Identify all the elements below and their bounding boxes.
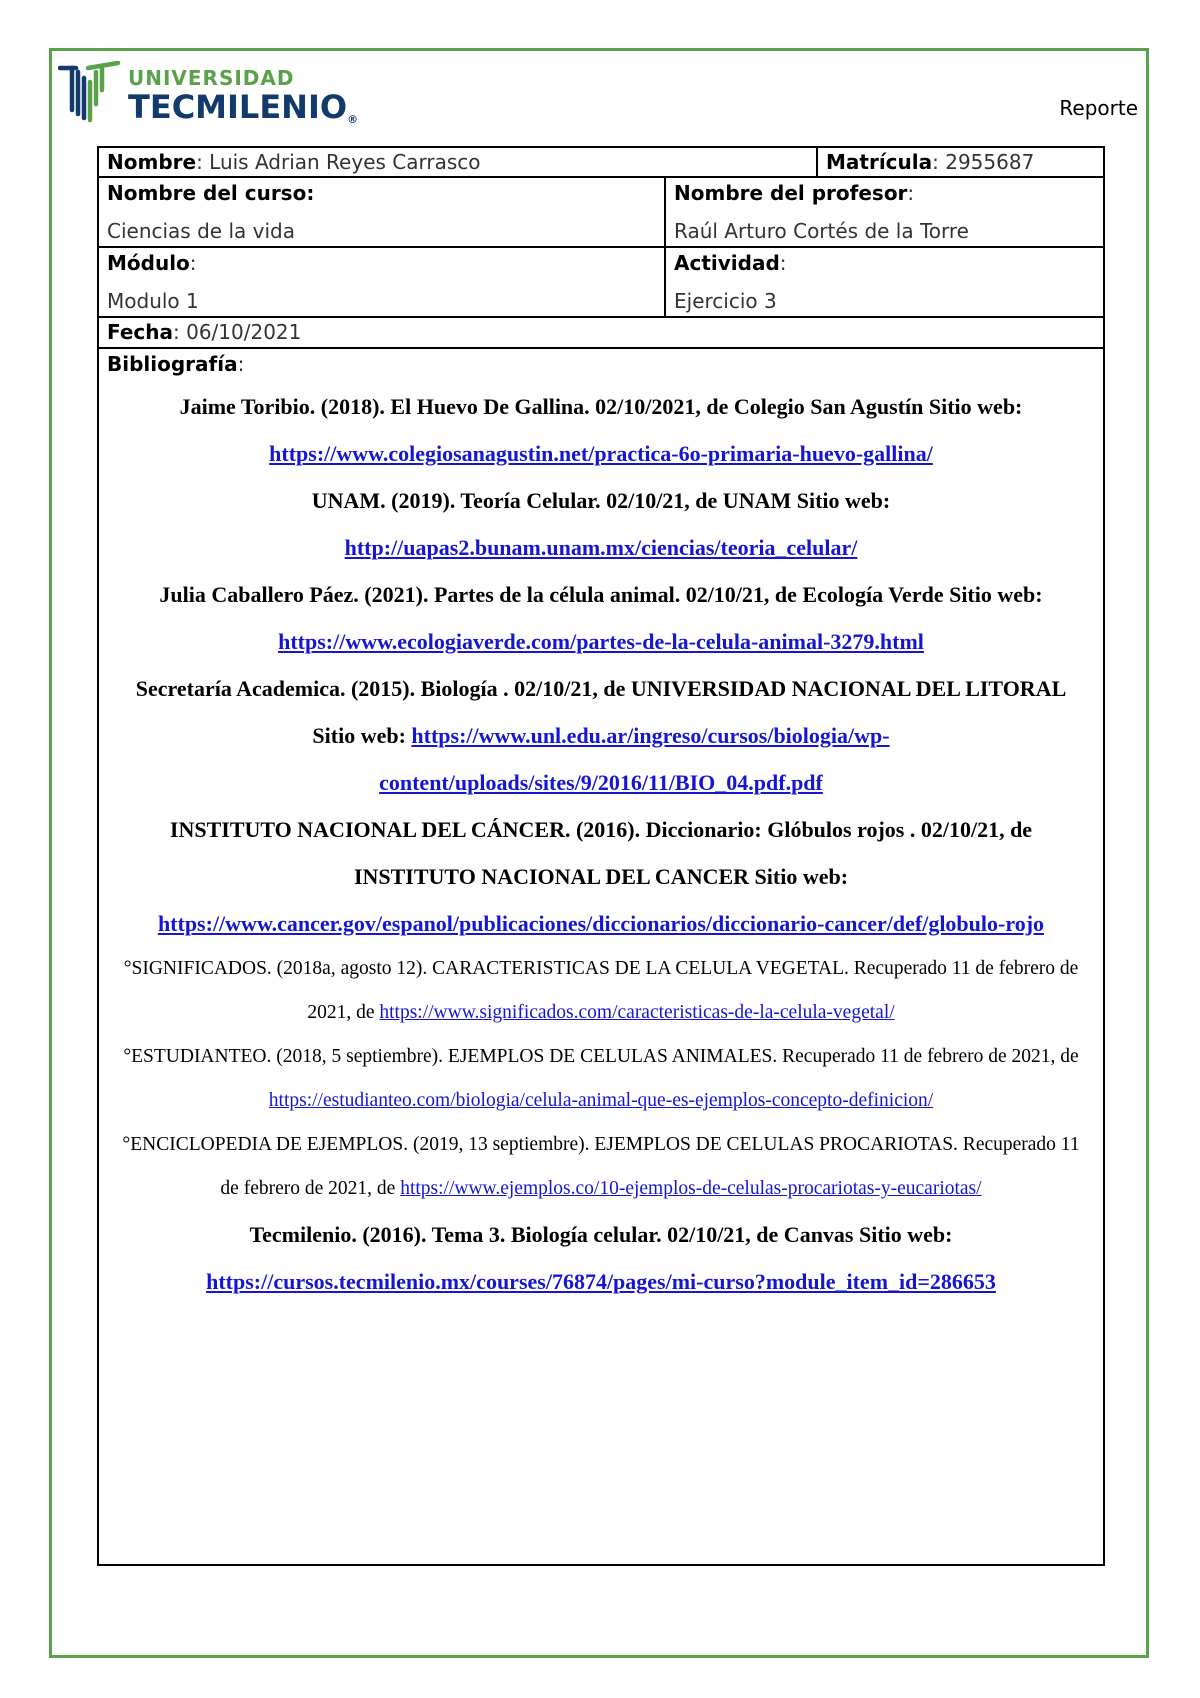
reference-link[interactable]: https://estudianteo.com/biologia/celula-animal-que-es-ejemplos-concepto-definicion/ xyxy=(268,1090,934,1111)
reference-item xyxy=(107,477,1095,571)
professor-colon: : xyxy=(907,181,915,205)
module-label: Módulo xyxy=(107,251,190,275)
logo-university-text: UNIVERSIDAD xyxy=(128,66,295,90)
module-value: Modulo 1 xyxy=(107,289,199,313)
module-cell xyxy=(99,248,664,316)
reference-text: °ENCICLOPEDIA DE EJEMPLOS. (2019, 13 septiembre). EJEMPLOS DE CELULAS PROCARIOTAS. Recuperado 11 de febrero de 2021, de xyxy=(122,1134,1080,1199)
course-label: Nombre del curso: xyxy=(107,181,315,205)
row-date xyxy=(99,318,1103,349)
activity-label: Actividad xyxy=(674,251,780,275)
course-cell xyxy=(99,178,664,246)
name-label: Nombre xyxy=(107,150,197,174)
module-colon: : xyxy=(189,251,197,275)
bibliography-colon: : xyxy=(237,352,245,376)
reference-text: °ESTUDIANTEO. (2018, 5 septiembre). EJEMPLOS DE CELULAS ANIMALES. Recuperado 11 de febrero de 2021, de xyxy=(123,1046,1079,1067)
professor-label: Nombre del profesor xyxy=(674,181,908,205)
logo-tecmilenio-text xyxy=(128,88,358,126)
reference-text: INSTITUTO NACIONAL DEL CÁNCER. (2016). Diccionario: Glóbulos rojos . 02/10/21, de INSTITUTO NACIONAL DEL CANCER Sitio web: xyxy=(169,817,1033,889)
reference-link[interactable]: http://uapas2.bunam.unam.mx/ciencias/teoria_celular/ xyxy=(344,535,858,560)
reference-text: Secretaría Academica. (2015). Biología . 02/10/21, de UNIVERSIDAD NACIONAL DEL LITORAL Sitio web: xyxy=(135,676,1067,748)
reference-link[interactable]: https://www.significados.com/caracteristicas-de-la-celula-vegetal/ xyxy=(379,1002,895,1023)
matricula-label: Matrícula xyxy=(826,150,933,174)
registered-mark: ® xyxy=(347,113,359,126)
report-table xyxy=(97,146,1105,1566)
university-logo xyxy=(58,60,358,130)
reference-item xyxy=(107,383,1095,477)
reference-link[interactable]: https://www.cancer.gov/espanol/publicaciones/diccionarios/diccionario-cancer/def/globulo-rojo xyxy=(157,911,1045,936)
reference-text: °SIGNIFICADOS. (2018a, agosto 12). CARACTERISTICAS DE LA CELULA VEGETAL. Recuperado 11 de febrero de 2021, de xyxy=(123,958,1079,1023)
matricula-cell xyxy=(816,148,1103,176)
reference-link[interactable]: https://cursos.tecmilenio.mx/courses/76874/pages/mi-curso?module_item_id=286653 xyxy=(206,1269,996,1294)
row-course xyxy=(99,178,1103,248)
reference-item xyxy=(107,1211,1095,1305)
professor-value: Raúl Arturo Cortés de la Torre xyxy=(674,219,969,243)
professor-cell xyxy=(664,178,1103,246)
reference-text: Tecmilenio. (2016). Tema 3. Biología celular. 02/10/21, de Canvas Sitio web: xyxy=(249,1222,953,1247)
reference-text: Jaime Toribio. (2018). El Huevo De Gallina. 02/10/2021, de Colegio San Agustín Sitio web: xyxy=(179,394,1023,419)
report-label: Reporte xyxy=(1059,96,1138,120)
date-value: : 06/10/2021 xyxy=(173,320,302,344)
activity-value: Ejercicio 3 xyxy=(674,289,777,313)
logo-wordmark: TECMILENIO xyxy=(128,88,348,126)
matricula-value: : 2955687 xyxy=(932,150,1035,174)
date-cell xyxy=(99,318,1103,347)
reference-link[interactable]: https://www.unl.edu.ar/ingreso/cursos/biologia/wp-content/uploads/sites/9/2016/11/BIO_04.pdf.pdf xyxy=(379,723,890,795)
reference-item xyxy=(107,947,1095,1035)
reference-list xyxy=(107,383,1095,1305)
row-module xyxy=(99,248,1103,318)
reference-item xyxy=(107,1035,1095,1123)
reference-link[interactable]: https://www.ejemplos.co/10-ejemplos-de-celulas-procariotas-y-eucariotas/ xyxy=(400,1178,982,1199)
activity-colon: : xyxy=(779,251,787,275)
reference-item xyxy=(107,806,1095,947)
reference-item xyxy=(107,1123,1095,1211)
reference-text: UNAM. (2019). Teoría Celular. 02/10/21, de UNAM Sitio web: xyxy=(311,488,891,513)
reference-link[interactable]: https://www.ecologiaverde.com/partes-de-la-celula-animal-3279.html xyxy=(278,629,924,654)
activity-cell xyxy=(664,248,1103,316)
bibliography-label: Bibliografía xyxy=(107,352,238,376)
name-cell xyxy=(99,148,816,176)
bibliography-section xyxy=(99,349,1103,1564)
reference-text: Julia Caballero Páez. (2021). Partes de la célula animal. 02/10/21, de Ecología Verde Sitio web: xyxy=(159,582,1043,607)
reference-item xyxy=(107,665,1095,806)
reference-link[interactable]: https://www.colegiosanagustin.net/practica-6o-primaria-huevo-gallina/ xyxy=(269,441,933,466)
reference-item xyxy=(107,571,1095,665)
course-value: Ciencias de la vida xyxy=(107,219,295,243)
row-name xyxy=(99,148,1103,178)
name-value: : Luis Adrian Reyes Carrasco xyxy=(196,150,481,174)
date-label: Fecha xyxy=(107,320,174,344)
logo-mark-icon xyxy=(58,60,122,126)
